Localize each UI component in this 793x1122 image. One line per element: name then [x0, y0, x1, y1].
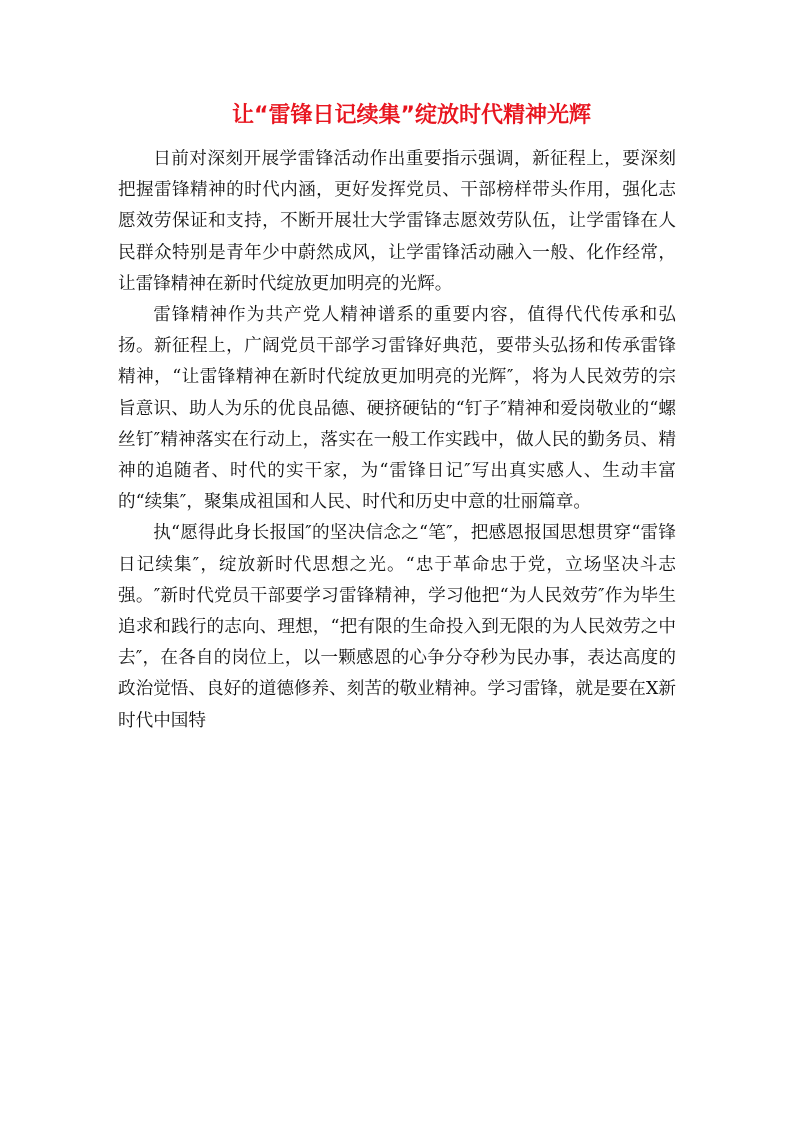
paragraph-3: 执“愿得此身长报国″的坚决信念之“笔″，把感恩报国思想贯穿“雷锋日记续集″，绽放新时代思想之光。“忠于革命忠于党，立场坚决斗志强。″新时代党员干部要学习雷锋精神，学习他把“为人民效劳″作为毕生追求和践行的志向、理想，“把有限的生命投入到无限的为人民效劳之中去″，在各自的岗位上，以一颗感恩的心争分夺秒为民办事，表达高度的政治觉悟、良好的道德修养、刻苦的敬业精神。学习雷锋，就是要在X新时代中国特	[118, 523, 676, 731]
document-body	[118, 144, 676, 737]
document-title: 让“雷锋日记续集”绽放时代精神光辉	[232, 103, 591, 128]
paragraph-2: 雷锋精神作为共产党人精神谱系的重要内容，值得代代传承和弘扬。新征程上，广阔党员干部学习雷锋好典范，要带头弘扬和传承雷锋精神，“让雷锋精神在新时代绽放更加明亮的光辉″，将为人民效劳的宗旨意识、助人为乐的优良品德、硬挤硬钻的“钉子″精神和爱岗敬业的“螺丝钉″精神落实在行动上，落实在一般工作实践中，做人民的勤务员、精神的追随者、时代的实干家，为“雷锋日记″写出真实感人、生动丰富的“续集″，聚集成祖国和人民、时代和历史中意的壮丽篇章。	[118, 305, 676, 513]
paragraph-1: 日前对深刻开展学雷锋活动作出重要指示强调，新征程上，要深刻把握雷锋精神的时代内涵，更好发挥党员、干部榜样带头作用，强化志愿效劳保证和支持，不断开展壮大学雷锋志愿效劳队伍，让学雷锋在人民群众特别是青年少中蔚然成风，让学雷锋活动融入一般、化作经常，让雷锋精神在新时代绽放更加明亮的光辉。	[118, 149, 676, 294]
